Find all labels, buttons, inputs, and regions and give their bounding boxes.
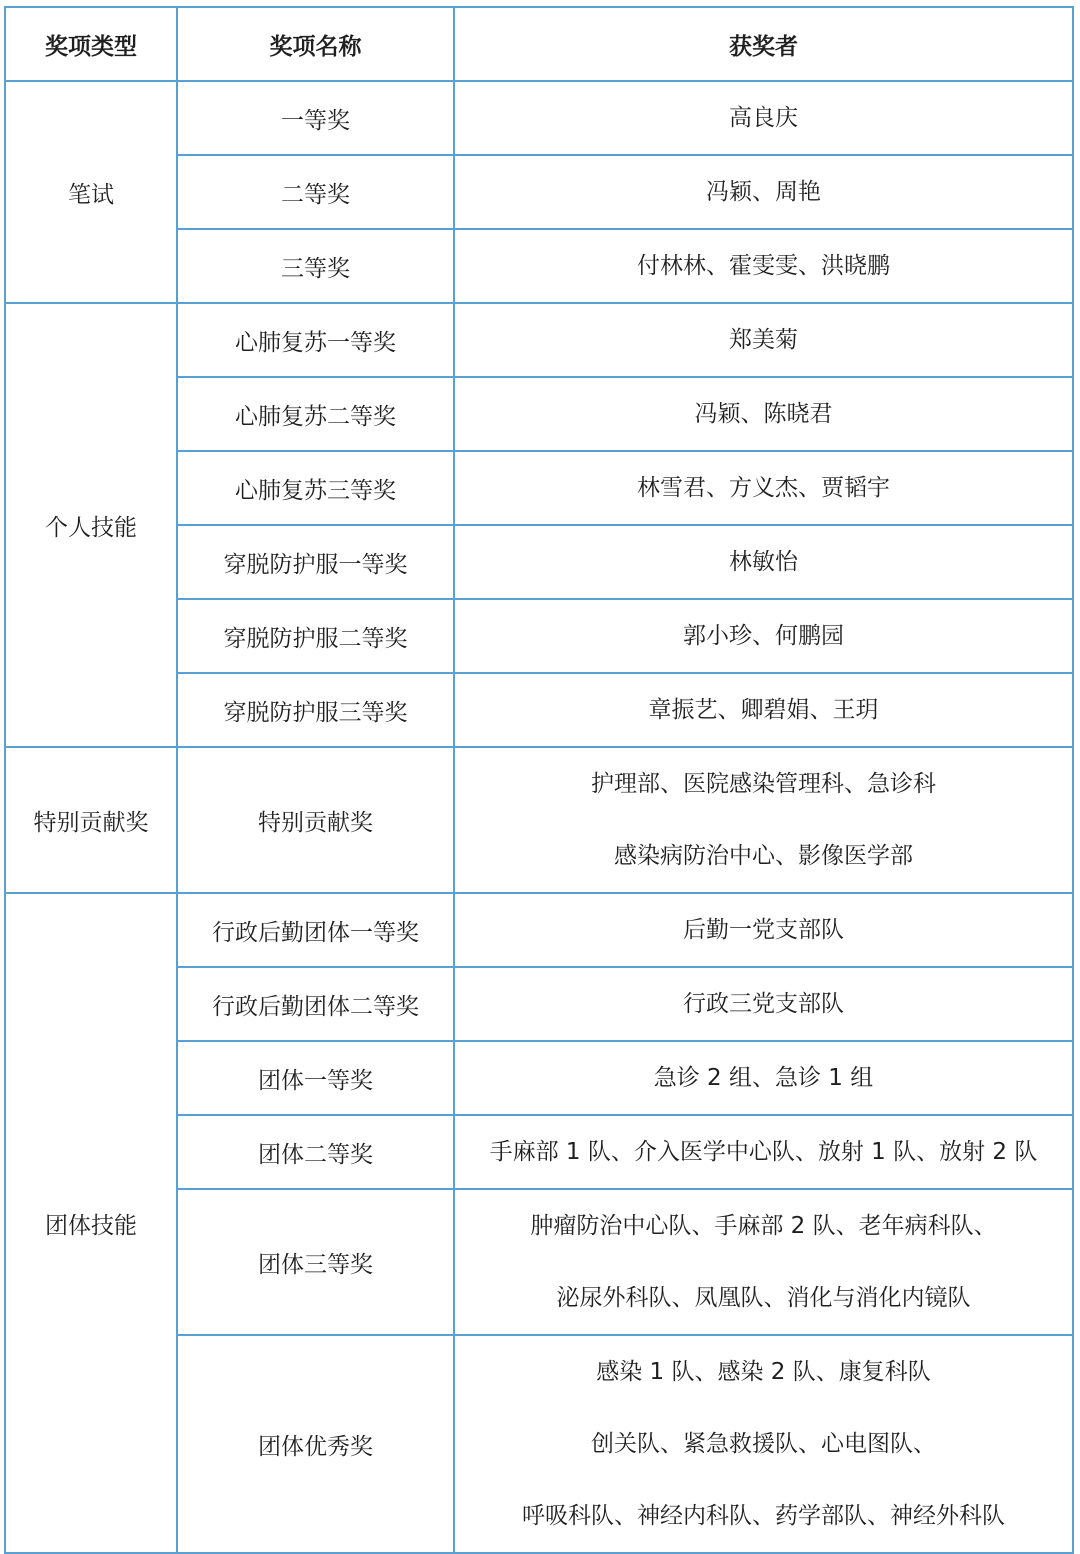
category-special-contribution: 特别贡献奖 [5,747,177,893]
winners-line: 高良庆 [729,105,798,131]
winners-line: 手麻部 1 队、介入医学中心队、放射 1 队、放射 2 队 [489,1139,1038,1165]
award-name: 一等奖 [177,81,454,155]
winners [454,967,1073,1041]
award-name: 特别贡献奖 [177,747,454,893]
winners-line: 感染病防治中心、影像医学部 [614,843,913,869]
award-name: 心肺复苏二等奖 [177,377,454,451]
winners [454,1041,1073,1115]
award-name: 穿脱防护服三等奖 [177,673,454,747]
award-name: 三等奖 [177,229,454,303]
winners [454,81,1073,155]
winners-line: 感染 1 队、感染 2 队、康复科队 [596,1359,931,1385]
header-award-type: 奖项类型 [5,7,177,81]
category-team-skill: 团体技能 [5,893,177,1553]
winners [454,747,1073,893]
winners-line: 冯颖、周艳 [706,179,821,205]
table-row [5,81,1073,155]
award-name: 二等奖 [177,155,454,229]
winners [454,451,1073,525]
winners [454,1335,1073,1553]
winners [454,229,1073,303]
winners [454,893,1073,967]
table-row [5,303,1073,377]
award-name: 团体三等奖 [177,1189,454,1335]
category-individual-skill: 个人技能 [5,303,177,747]
table-row [5,893,1073,967]
award-name: 穿脱防护服二等奖 [177,599,454,673]
winners-line: 呼吸科队、神经内科队、药学部队、神经外科队 [522,1503,1005,1529]
winners [454,525,1073,599]
winners [454,1115,1073,1189]
winners-line: 行政三党支部队 [683,991,844,1017]
award-name: 行政后勤团体一等奖 [177,893,454,967]
awards-table [4,6,1074,1554]
award-name: 穿脱防护服一等奖 [177,525,454,599]
header-award-name: 奖项名称 [177,7,454,81]
winners [454,155,1073,229]
winners-line: 郭小珍、何鹏园 [683,623,844,649]
winners-line: 林敏怡 [729,549,798,575]
winners-line: 冯颖、陈晓君 [694,401,833,427]
award-name: 心肺复苏三等奖 [177,451,454,525]
award-name: 团体一等奖 [177,1041,454,1115]
award-name: 团体优秀奖 [177,1335,454,1553]
winners-line: 郑美菊 [729,327,798,353]
winners-line: 急诊 2 组、急诊 1 组 [653,1065,874,1091]
winners-line: 林雪君、方义杰、贾韬宇 [637,475,890,501]
winners-line: 创关队、紧急救援队、心电图队、 [591,1431,936,1457]
award-name: 心肺复苏一等奖 [177,303,454,377]
winners [454,599,1073,673]
winners-line: 付林林、霍雯雯、洪晓鹏 [637,253,890,279]
winners-line: 护理部、医院感染管理科、急诊科 [591,771,936,797]
award-name: 行政后勤团体二等奖 [177,967,454,1041]
category-written: 笔试 [5,81,177,303]
winners-line: 章振艺、卿碧娟、王玥 [648,697,879,723]
winners [454,1189,1073,1335]
winners [454,673,1073,747]
winners-line: 后勤一党支部队 [683,917,844,943]
award-name: 团体二等奖 [177,1115,454,1189]
header-winners: 获奖者 [454,7,1073,81]
winners-line: 泌尿外科队、凤凰队、消化与消化内镜队 [556,1285,971,1311]
table-row [5,747,1073,893]
winners [454,377,1073,451]
header-row [5,7,1073,81]
winners [454,303,1073,377]
winners-line: 肿瘤防治中心队、手麻部 2 队、老年病科队、 [530,1213,997,1239]
